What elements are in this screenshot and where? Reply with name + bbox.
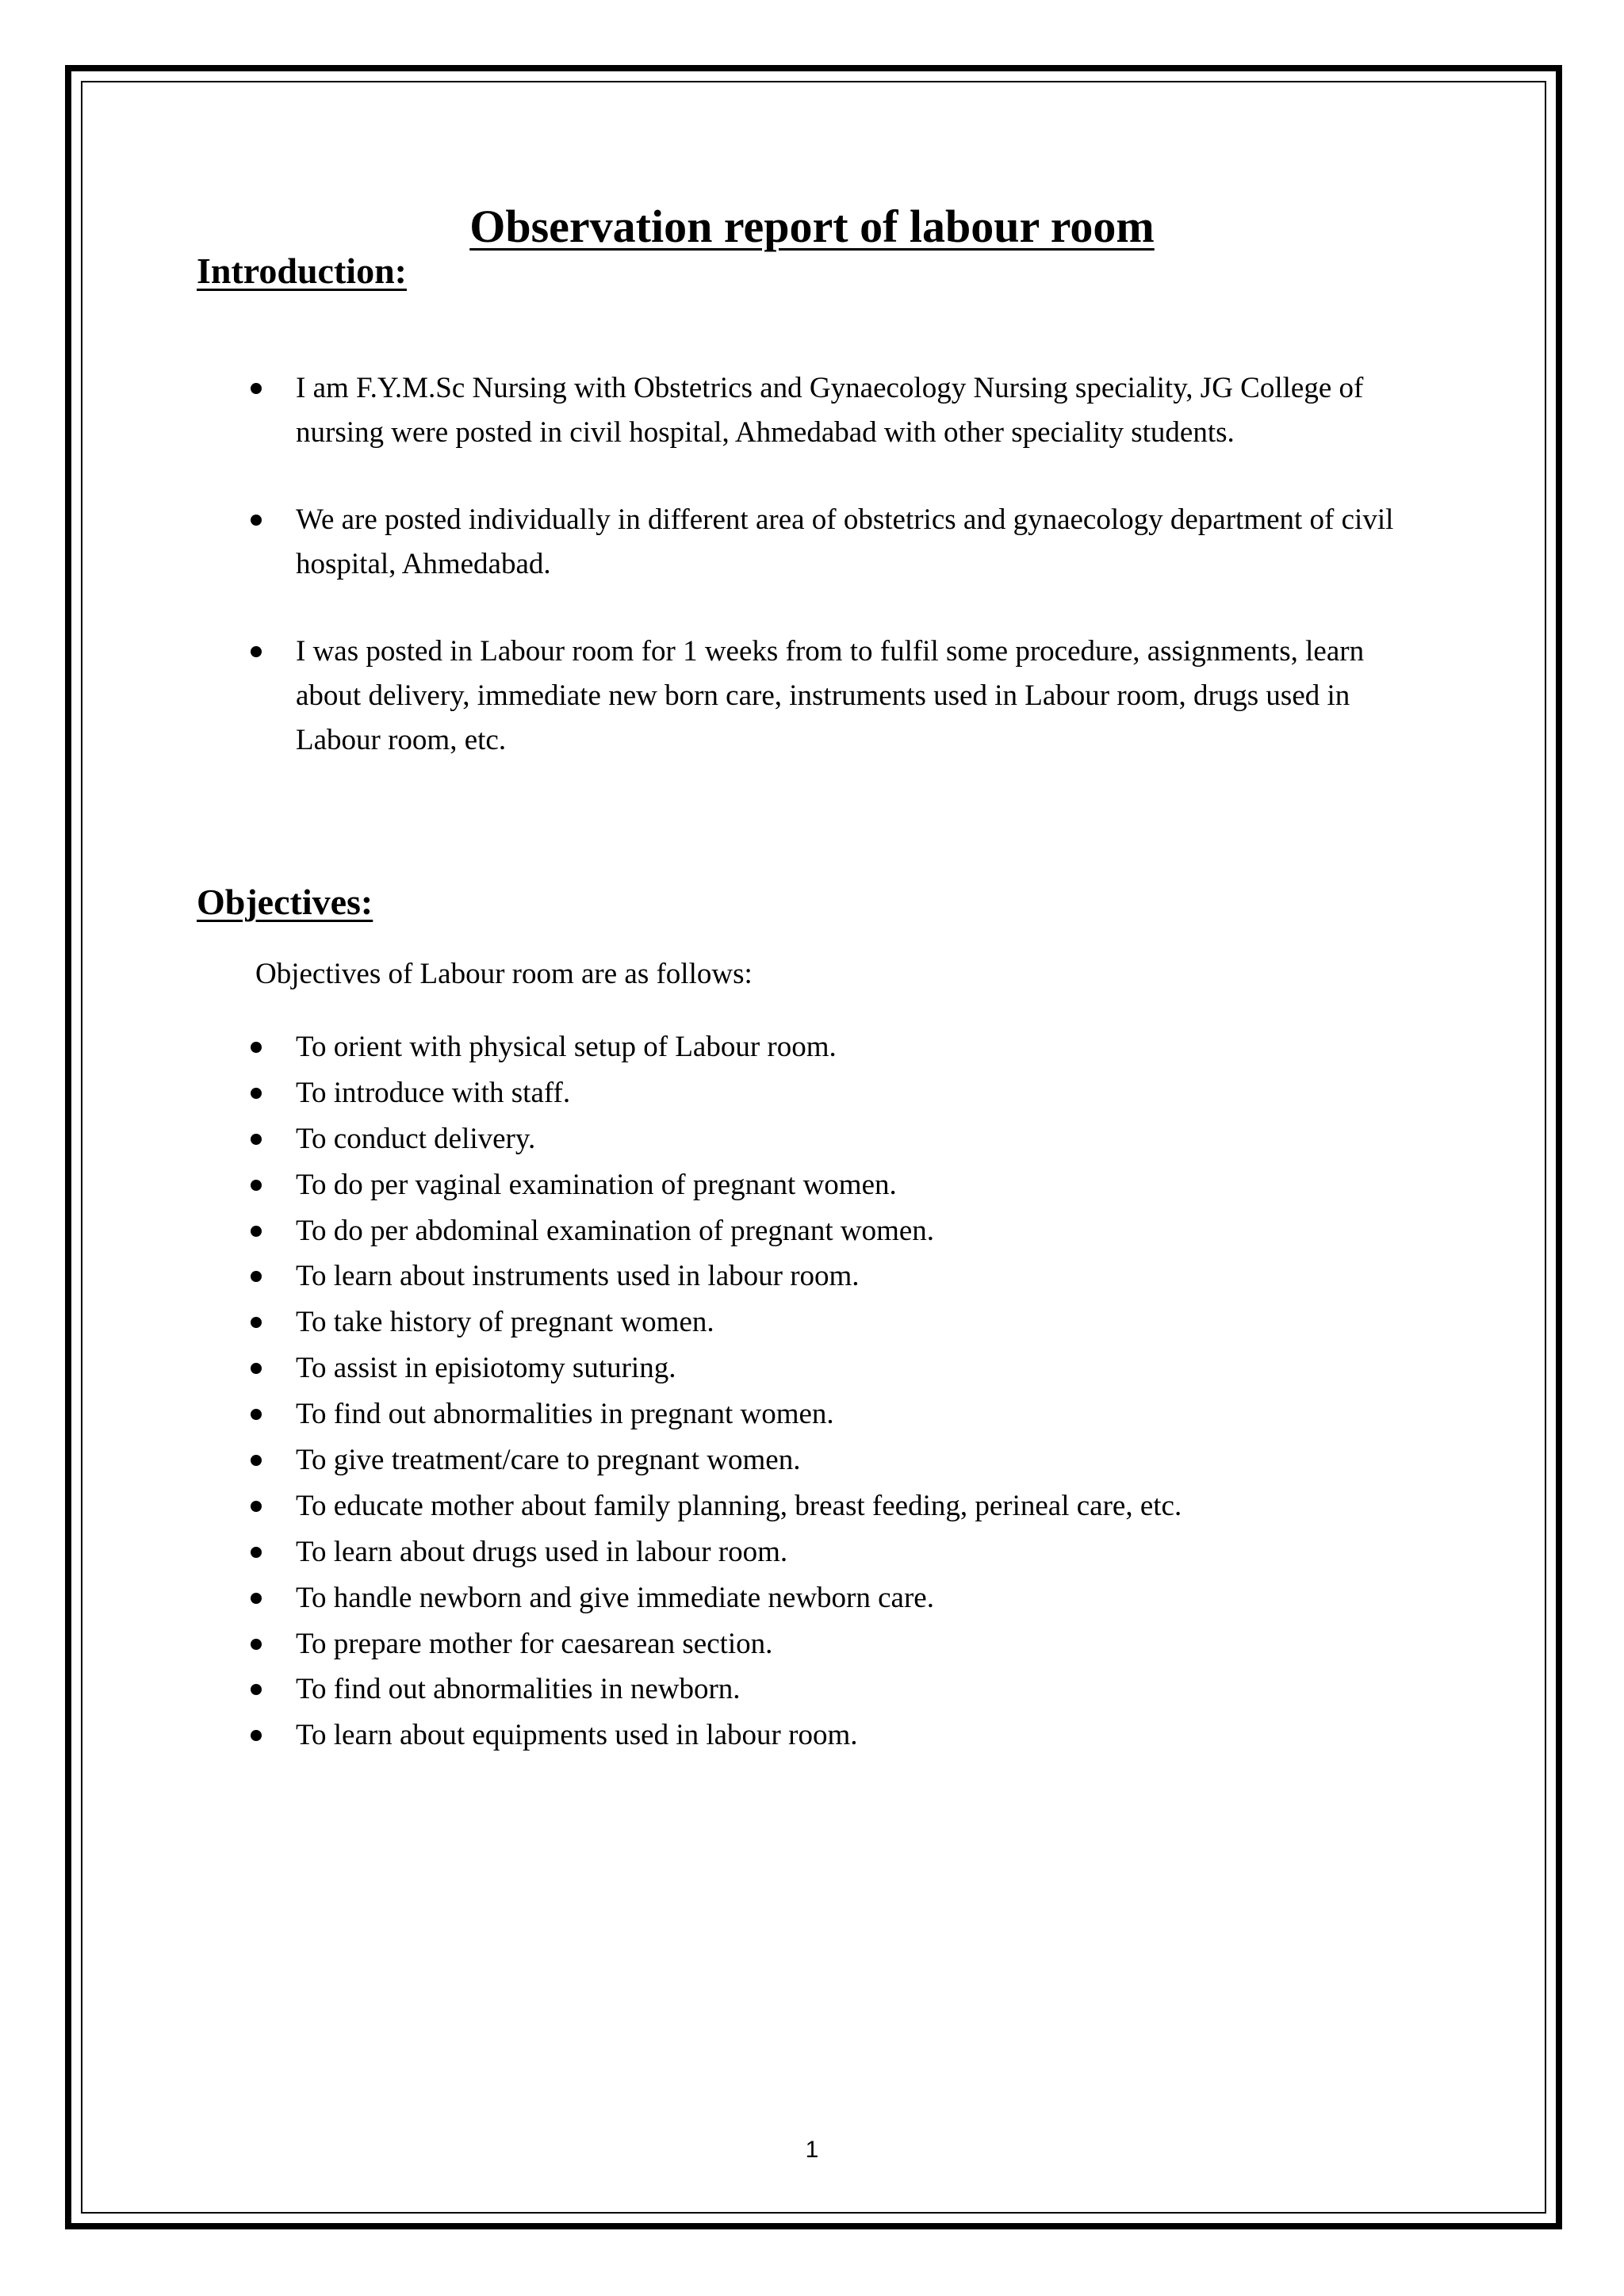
list-item bbox=[0, 1209, 1624, 1253]
list-item bbox=[0, 1530, 1624, 1575]
page-number: 1 bbox=[805, 2137, 819, 2163]
list-item bbox=[0, 1713, 1624, 1758]
list-item bbox=[0, 1117, 1624, 1161]
list-item bbox=[0, 1163, 1624, 1207]
list-item-text: To learn about equipments used in labour room. bbox=[296, 1719, 858, 1752]
bullet-icon bbox=[251, 383, 262, 394]
list-item bbox=[0, 498, 1624, 587]
introduction-list bbox=[0, 366, 1624, 806]
list-item bbox=[0, 1438, 1624, 1483]
list-item-text: To do per abdominal examination of pregnant women. bbox=[296, 1214, 935, 1247]
bullet-icon bbox=[251, 1317, 262, 1328]
list-item bbox=[0, 1576, 1624, 1621]
objectives-heading: Objectives: bbox=[197, 882, 373, 922]
bullet-icon bbox=[251, 1501, 262, 1512]
list-item bbox=[0, 1484, 1624, 1529]
list-item-text: To learn about instruments used in labour room. bbox=[296, 1260, 860, 1293]
bullet-icon bbox=[251, 515, 262, 526]
objectives-intro: Objectives of Labour room are as follows: bbox=[255, 958, 753, 990]
bullet-icon bbox=[251, 1684, 262, 1695]
list-item-text: To orient with physical setup of Labour room. bbox=[296, 1031, 837, 1063]
list-item bbox=[0, 1667, 1624, 1712]
list-item-text: To prepare mother for caesarean section. bbox=[296, 1627, 773, 1660]
bullet-icon bbox=[251, 1226, 262, 1237]
list-item bbox=[0, 1071, 1624, 1115]
bullet-icon bbox=[251, 1363, 262, 1374]
bullet-icon bbox=[251, 1180, 262, 1191]
list-item-text: To do per vaginal examination of pregnant women. bbox=[296, 1168, 897, 1201]
list-item-text: To assist in episiotomy suturing. bbox=[296, 1352, 676, 1385]
list-item bbox=[0, 1254, 1624, 1299]
list-item-text: To handle newborn and give immediate newborn care. bbox=[296, 1581, 934, 1614]
objectives-list bbox=[0, 1025, 1624, 1759]
bullet-icon bbox=[251, 646, 262, 657]
list-item-text: I am F.Y.M.Sc Nursing with Obstetrics and Gynaecology Nursing speciality, JG College of nursing were posted in civil hospital, Ahmedabad with other speciality students. bbox=[296, 372, 1364, 449]
list-item-text: To introduce with staff. bbox=[296, 1076, 571, 1109]
list-item-text: To find out abnormalities in newborn. bbox=[296, 1673, 741, 1706]
list-item-text: I was posted in Labour room for 1 weeks from to fulfil some procedure, assignments, learn about delivery, immediate new born care, instruments used in Labour room, drugs used in Labour room, etc. bbox=[296, 635, 1365, 756]
bullet-icon bbox=[251, 1409, 262, 1420]
bullet-icon bbox=[251, 1042, 262, 1053]
list-item bbox=[0, 1300, 1624, 1345]
list-item-text: To learn about drugs used in labour room. bbox=[296, 1535, 788, 1568]
list-item bbox=[0, 629, 1624, 763]
list-item-text: To educate mother about family planning, breast feeding, perineal care, etc. bbox=[296, 1489, 1182, 1522]
list-item bbox=[0, 366, 1624, 455]
bullet-icon bbox=[251, 1547, 262, 1558]
list-item bbox=[0, 1622, 1624, 1667]
bullet-icon bbox=[251, 1271, 262, 1282]
bullet-icon bbox=[251, 1134, 262, 1145]
list-item-text: To conduct delivery. bbox=[296, 1122, 536, 1155]
list-item bbox=[0, 1392, 1624, 1437]
page-title-text: Observation report of labour room bbox=[469, 201, 1155, 252]
bullet-icon bbox=[251, 1639, 262, 1650]
bullet-icon bbox=[251, 1593, 262, 1604]
introduction-heading: Introduction: bbox=[197, 251, 407, 291]
list-item-text: To give treatment/care to pregnant women. bbox=[296, 1444, 801, 1477]
list-item-text: To take history of pregnant women. bbox=[296, 1306, 714, 1339]
bullet-icon bbox=[251, 1730, 262, 1741]
list-item-text: We are posted individually in different area of obstetrics and gynaecology department of civil hospital, Ahmedabad. bbox=[296, 503, 1394, 580]
list-item bbox=[0, 1346, 1624, 1391]
bullet-icon bbox=[251, 1455, 262, 1466]
list-item bbox=[0, 1025, 1624, 1070]
list-item-text: To find out abnormalities in pregnant women. bbox=[296, 1398, 834, 1431]
bullet-icon bbox=[251, 1088, 262, 1099]
